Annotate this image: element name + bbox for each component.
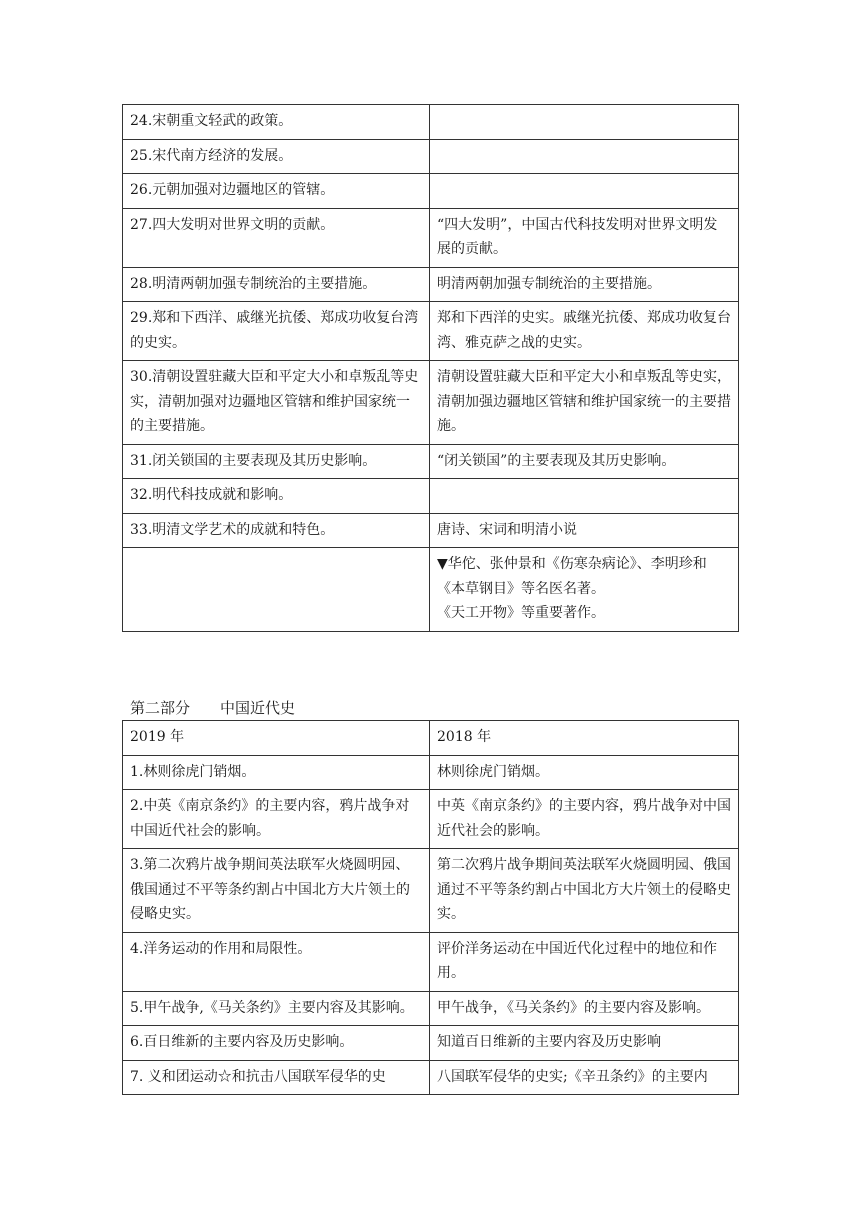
table-row: [123, 105, 739, 140]
cell-text: 唐诗、宋词和明清小说: [437, 521, 577, 538]
curriculum-table-ancient: [122, 104, 739, 632]
cell-text: 25.宋代南方经济的发展。: [130, 147, 293, 164]
curriculum-table-modern: [122, 720, 739, 1095]
cell-standard-left: [123, 991, 430, 1026]
cell-standard-left: [123, 208, 430, 267]
cell-standard-left: [123, 267, 430, 302]
table-row: [123, 208, 739, 267]
section-part: 第二部分: [130, 699, 191, 717]
cell-standard-right: [430, 267, 739, 302]
cell-standard-right: [430, 755, 739, 790]
cell-text: 1.林则徐虎门销烟。: [130, 763, 256, 780]
cell-standard-left: [123, 302, 430, 361]
cell-text: 4.洋务运动的作用和局限性。: [130, 940, 312, 957]
table-body: [123, 105, 739, 632]
cell-text: 33.明清文学艺术的成就和特色。: [130, 521, 335, 538]
cell-text: 第二次鸦片战争期间英法联军火烧圆明园、俄国通过不平等条约割占中国北方大片领土的侵略史实。: [437, 857, 731, 922]
cell-standard-left: [123, 361, 430, 445]
cell-standard-right: [430, 932, 739, 991]
cell-text: 《天工开物》等重要著作。: [437, 605, 605, 621]
cell-standard-right: [430, 444, 739, 479]
cell-text: 林则徐虎门销烟。: [437, 763, 549, 780]
cell-text: 5.甲午战争,《马关条约》主要内容及其影响。: [130, 999, 414, 1016]
cell-text: 八国联军侵华的史实;《辛丑条约》的主要内: [437, 1068, 708, 1085]
table-row: [123, 548, 739, 632]
cell-standard-left: [123, 479, 430, 514]
table-row: [123, 849, 739, 933]
table-row: [123, 1060, 739, 1095]
cell-standard-right: [430, 174, 739, 209]
table-row: [123, 479, 739, 514]
cell-text: 中英《南京条约》的主要内容，鸦片战争对中国近代社会的影响。: [437, 798, 731, 839]
cell-standard-left: [123, 849, 430, 933]
table-row: [123, 267, 739, 302]
header-cell-2019: 2019 年: [123, 721, 430, 756]
cell-text: 知道百日维新的主要内容及历史影响: [437, 1034, 661, 1050]
cell-standard-right: [430, 991, 739, 1026]
header-cell-2018: 2018 年: [430, 721, 739, 756]
cell-standard-right: [430, 548, 739, 632]
cell-text: 28.明清两朝加强专制统治的主要措施。: [130, 275, 377, 292]
table-body: [123, 721, 739, 1095]
cell-standard-left: [123, 444, 430, 479]
table-row: [123, 139, 739, 174]
cell-text: 清朝设置驻藏大臣和平定大小和卓叛乱等史实，清朝加强边疆地区管辖和维护国家统一的主要措施。: [437, 369, 731, 434]
cell-standard-right: [430, 479, 739, 514]
cell-standard-right: [430, 1026, 739, 1061]
cell-standard-right: [430, 302, 739, 361]
cell-text: 2.中英《南京条约》的主要内容，鸦片战争对中国近代社会的影响。: [130, 798, 410, 839]
cell-text: 7. 义和团运动☆和抗击八国联军侵华的史: [130, 1068, 386, 1085]
cell-text: 26.元朝加强对边疆地区的管辖。: [130, 182, 335, 198]
table-row: [123, 991, 739, 1026]
cell-standard-right: [430, 105, 739, 140]
table-row: [123, 513, 739, 548]
cell-standard-left: [123, 1060, 430, 1095]
section-name: 中国近代史: [220, 699, 296, 717]
cell-standard-left: [123, 755, 430, 790]
cell-text: 24.宋朝重文轻武的政策。: [130, 113, 293, 129]
cell-text: 32.明代科技成就和影响。: [130, 487, 293, 503]
table-row: [123, 790, 739, 849]
cell-text: 27.四大发明对世界文明的贡献。: [130, 216, 335, 233]
table-row: [123, 361, 739, 445]
table-row: [123, 302, 739, 361]
cell-standard-right: [430, 208, 739, 267]
table-row: [123, 1026, 739, 1061]
cell-text: 29.郑和下西洋、戚继光抗倭、郑成功收复台湾的史实。: [130, 310, 419, 351]
cell-text: ▼华佗、张仲景和《伤寒杂病论》、李明珍和《本草钢目》等名医名著。: [437, 556, 707, 597]
cell-standard-right: [430, 513, 739, 548]
cell-text: 郑和下西洋的史实。戚继光抗倭、郑成功收复台湾、雅克萨之战的史实。: [437, 310, 731, 351]
cell-standard-right: [430, 361, 739, 445]
cell-standard-left: [123, 513, 430, 548]
section-title: [130, 697, 295, 719]
table-header-row: [123, 721, 739, 756]
cell-standard-left: [123, 174, 430, 209]
cell-text: “闭关锁国”的主要表现及其历史影响。: [437, 452, 676, 469]
cell-standard-right: [430, 849, 739, 933]
cell-standard-left: [123, 932, 430, 991]
cell-standard-left: [123, 139, 430, 174]
cell-text: “四大发明”，中国古代科技发明对世界文明发展的贡献。: [437, 216, 718, 257]
cell-standard-left: [123, 105, 430, 140]
cell-text: 甲午战争，《马关条约》的主要内容及影响。: [437, 999, 710, 1016]
cell-text: 明清两朝加强专制统治的主要措施。: [437, 275, 661, 292]
table-row: [123, 932, 739, 991]
cell-standard-left: [123, 1026, 430, 1061]
cell-standard-right: [430, 790, 739, 849]
cell-text: 31.闭关锁国的主要表现及其历史影响。: [130, 452, 377, 469]
cell-text: 3.第二次鸦片战争期间英法联军火烧圆明园、俄国通过不平等条约割占中国北方大片领土的侵略史实。: [130, 857, 410, 922]
table-row: [123, 444, 739, 479]
cell-text: 6.百日维新的主要内容及历史影响。: [130, 1034, 354, 1050]
cell-standard-right: [430, 139, 739, 174]
cell-standard-left: [123, 548, 430, 632]
cell-standard-right: [430, 1060, 739, 1095]
cell-text: 评价洋务运动在中国近代化过程中的地位和作用。: [437, 940, 717, 981]
table-row: [123, 755, 739, 790]
cell-text: 30.清朝设置驻藏大臣和平定大小和卓叛乱等史实，清朝加强对边疆地区管辖和维护国家统一的主要措施。: [130, 369, 419, 434]
table-row: [123, 174, 739, 209]
cell-standard-left: [123, 790, 430, 849]
